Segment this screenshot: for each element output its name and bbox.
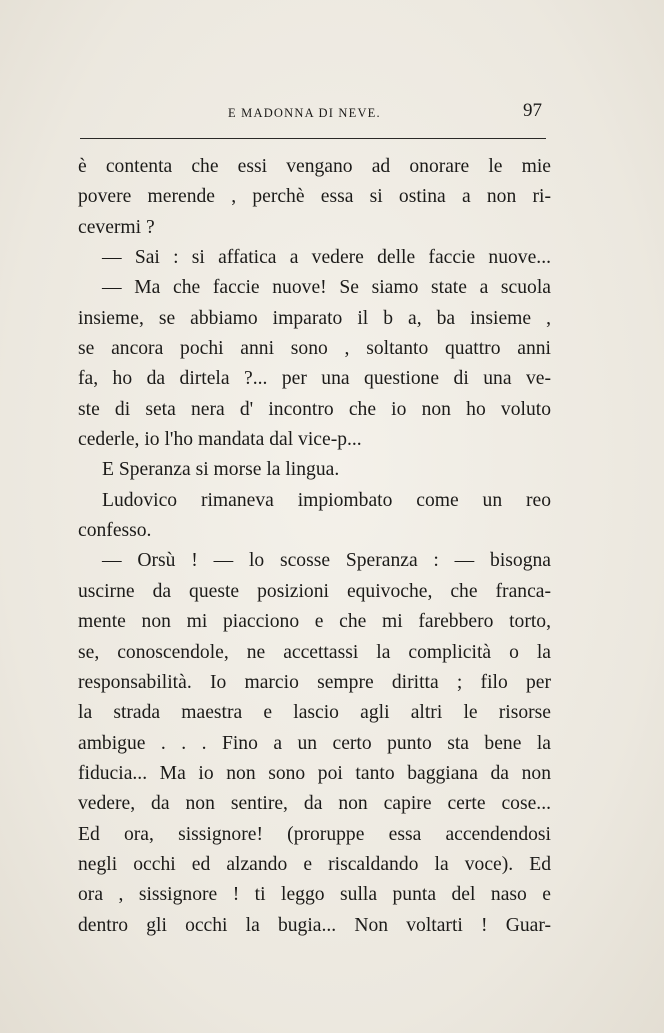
text-line: Ludovico rimaneva impiombato come un reo (102, 489, 551, 511)
body-text (78, 152, 551, 941)
text-line: responsabilità. Io marcio sempre diritta ; filo per (78, 671, 551, 693)
text-line: è contenta che essi vengano ad onorare le mie (78, 156, 551, 177)
text-line: fiducia... Ma io non sono poi tanto baggiana da non (78, 762, 551, 784)
text-line: confesso. (78, 520, 152, 542)
text-line: ora , sissignore ! ti leggo sulla punta del naso e (78, 884, 551, 906)
text-line: insieme, se abbiamo imparato il b a, ba insieme , (78, 307, 551, 329)
text-line: se, conoscendole, ne accettassi la complicità o la (78, 641, 551, 663)
text-line: povere merende , perchè essa si ostina a non ri- (78, 186, 551, 208)
text-line: vedere, da non sentire, da non capire certe cose... (78, 793, 551, 815)
text-line: dentro gli occhi la bugia... Non voltarti ! Guar- (78, 914, 551, 936)
text-line: cederle, io l'ho mandata dal vice-p... (78, 429, 362, 451)
text-line: — Ma che faccie nuove! Se siamo state a scuola (102, 277, 551, 299)
text-line: la strada maestra e lascio agli altri le risorse (78, 702, 551, 724)
text-line: negli occhi ed alzando e riscaldando la voce). Ed (78, 853, 551, 875)
text-line: Ed ora, sissignore! (proruppe essa accendendosi (78, 823, 551, 845)
page-header (80, 100, 546, 124)
text-line: E Speranza si morse la lingua. (102, 459, 340, 481)
text-line: mente non mi piacciono e che mi farebbero torto, (78, 611, 551, 633)
text-line: uscirne da queste posizioni equivoche, che franca- (78, 580, 551, 602)
text-line: ambigue . . . Fino a un certo punto sta bene la (78, 732, 551, 754)
text-line: se ancora pochi anni sono , soltanto quattro anni (78, 338, 551, 360)
text-line: cevermi ? (78, 216, 155, 238)
page-number: 97 (523, 100, 542, 121)
text-line: — Sai : si affatica a vedere delle faccie nuove... (102, 247, 551, 269)
text-line: fa, ho da dirtela ?... per una questione di una ve- (78, 368, 551, 390)
text-line: — Orsù ! — lo scosse Speranza : — bisogna (102, 550, 551, 572)
text-line: ste di seta nera d' incontro che io non ho voluto (78, 398, 551, 420)
header-rule (80, 138, 546, 139)
running-title: E MADONNA DI NEVE. (228, 106, 381, 120)
